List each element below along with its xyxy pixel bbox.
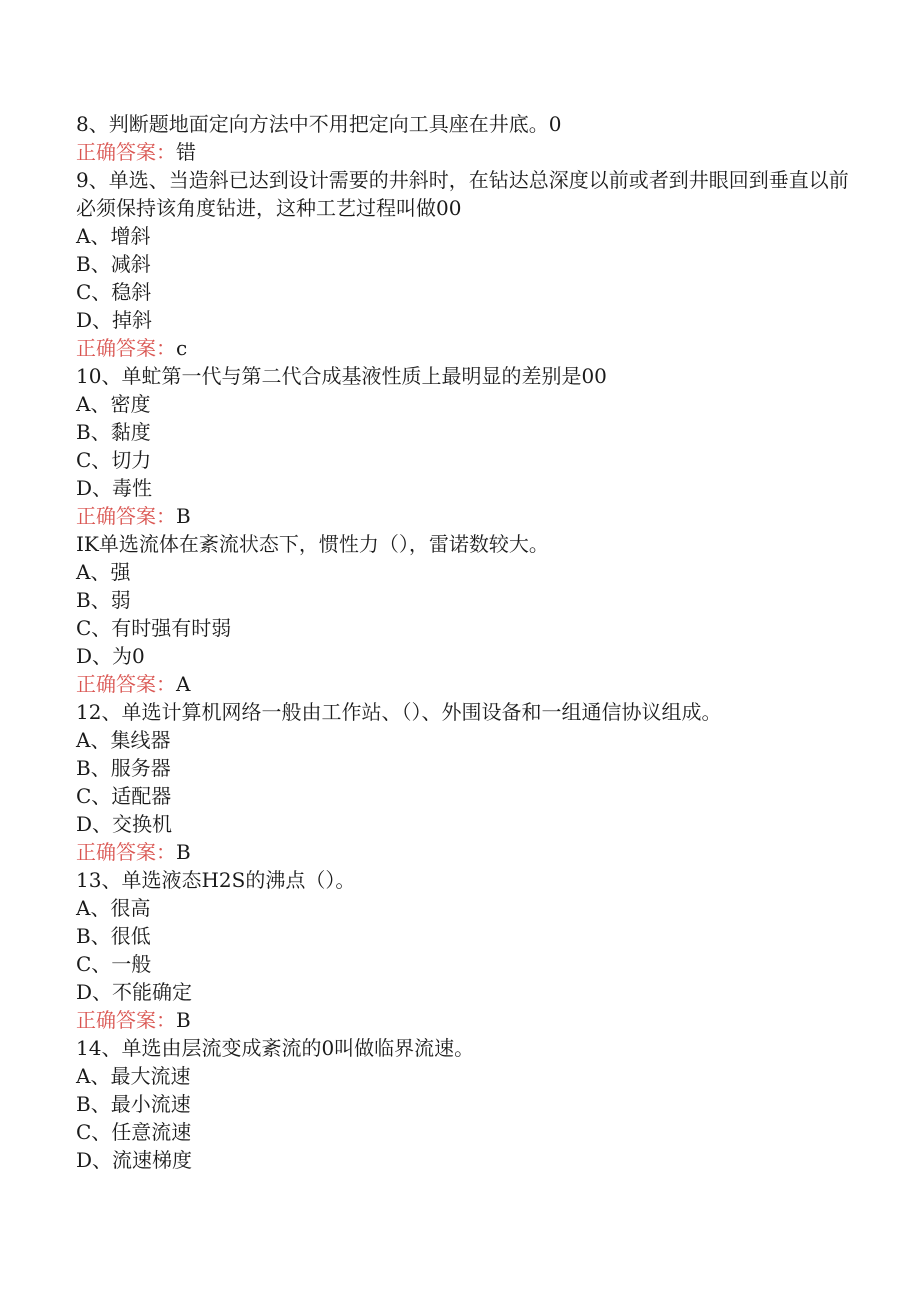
question-option: C、一般 (76, 952, 152, 976)
question-block (76, 866, 856, 1034)
question-option: A、很高 (76, 896, 151, 920)
question-option: B、弱 (76, 588, 131, 612)
answer-value: B (176, 840, 191, 864)
answer-line (76, 1006, 856, 1034)
answer-line (76, 502, 856, 530)
question-option: A、集线器 (76, 728, 171, 752)
question-stem: 14、单选由层流变成紊流的0叫做临界流速。 (76, 1036, 475, 1060)
answer-value: A (176, 672, 191, 696)
question-option: C、切力 (76, 448, 152, 472)
question-option: C、任意流速 (76, 1120, 192, 1144)
question-block (76, 698, 856, 866)
answer-line (76, 670, 856, 698)
question-block (76, 166, 856, 362)
question-option: B、最小流速 (76, 1092, 191, 1116)
question-option: C、稳斜 (76, 280, 152, 304)
question-stem: 13、单选液态H2S的沸点（）。 (76, 868, 356, 892)
answer-value: B (176, 1008, 191, 1032)
question-option: D、毒性 (76, 476, 153, 500)
question-block (76, 110, 856, 166)
question-block (76, 1034, 856, 1174)
question-option: D、为0 (76, 644, 145, 668)
question-block (76, 362, 856, 530)
question-option: A、密度 (76, 392, 151, 416)
question-option: A、增斜 (76, 224, 151, 248)
question-stem: 9、单选、当造斜已达到设计需要的井斜时，在钻达总深度以前或者到井眼回到垂直以前必须保持该角度钻进，这种工艺过程叫做00 (76, 168, 849, 220)
question-option: B、服务器 (76, 756, 171, 780)
question-option: D、交换机 (76, 812, 173, 836)
answer-value: 错 (176, 140, 196, 164)
answer-line (76, 138, 856, 166)
question-option: D、不能确定 (76, 980, 193, 1004)
answer-line (76, 334, 856, 362)
question-option: B、黏度 (76, 420, 151, 444)
question-option: C、有时强有时弱 (76, 616, 232, 640)
answer-label: 正确答案： (76, 840, 176, 864)
question-option: A、最大流速 (76, 1064, 191, 1088)
question-option: B、很低 (76, 924, 151, 948)
answer-value: B (176, 504, 191, 528)
answer-label: 正确答案： (76, 504, 176, 528)
question-stem: 10、单虻第一代与第二代合成基液性质上最明显的差别是00 (76, 364, 607, 388)
question-block (76, 530, 856, 698)
question-stem: 12、单选计算机网络一般由工作站、（）、外围设备和一组通信协议组成。 (76, 700, 722, 724)
question-option: A、强 (76, 560, 131, 584)
question-option: B、减斜 (76, 252, 151, 276)
question-option: C、适配器 (76, 784, 172, 808)
question-list (76, 110, 856, 1174)
question-stem: 8、判断题地面定向方法中不用把定向工具座在井底。0 (76, 112, 562, 136)
question-option: D、掉斜 (76, 308, 153, 332)
answer-value: c (176, 336, 188, 360)
answer-line (76, 838, 856, 866)
question-stem: IK单选流体在紊流状态下，惯性力（），雷诺数较大。 (76, 532, 549, 556)
answer-label: 正确答案： (76, 140, 176, 164)
answer-label: 正确答案： (76, 336, 176, 360)
answer-label: 正确答案： (76, 1008, 176, 1032)
question-option: D、流速梯度 (76, 1148, 193, 1172)
answer-label: 正确答案： (76, 672, 176, 696)
